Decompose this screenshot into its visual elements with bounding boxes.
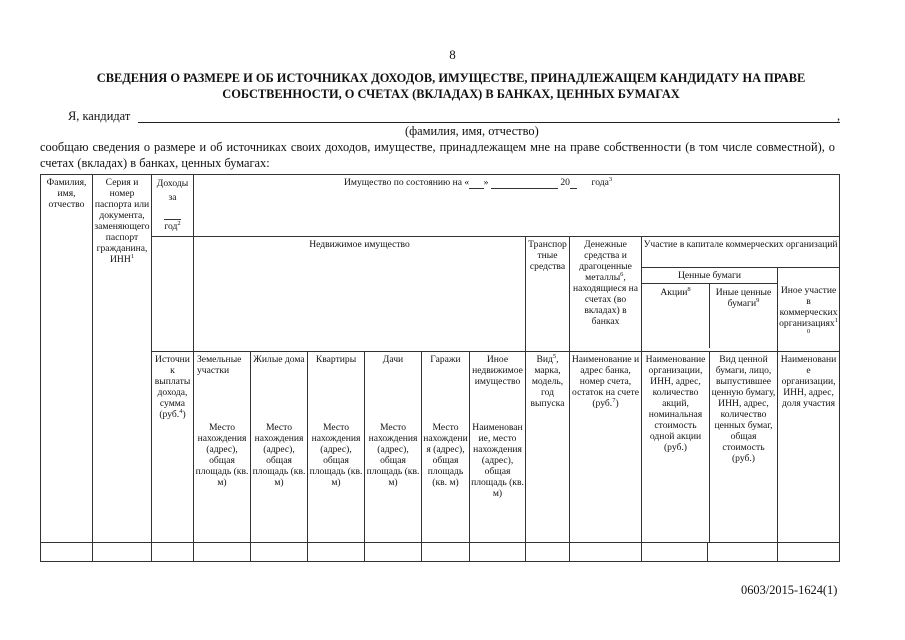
empty-cell[interactable]	[422, 543, 470, 562]
empty-cell[interactable]	[93, 543, 152, 562]
empty-cell[interactable]	[708, 543, 778, 562]
transport-header: Транспортные средства	[526, 237, 570, 352]
property-table	[40, 174, 840, 562]
land-header: Земельные участки Место нахождения (адрес), общая площадь (кв. м)	[194, 352, 251, 543]
page-number: 8	[449, 47, 456, 62]
empty-cell[interactable]	[251, 543, 308, 562]
vehicle-desc-header: Вид$^5$, марка, модель, год выпуска	[526, 352, 570, 543]
statement-text: сообщаю сведения о размере и об источниках своих доходов, имуществе, принадлежащем мне на праве собственности (в том числе совместной), о счетах (вкладах) в банках, ценных бумагах:	[40, 140, 835, 170]
col-income-header: Доходы за год$^2$	[152, 175, 194, 237]
empty-cell[interactable]	[570, 543, 642, 562]
other-participation-header: Иное участие в коммерческих организациях$^{10}$	[778, 268, 840, 352]
dachas-header: Дачи Место нахождения (адрес), общая площадь (кв. м)	[365, 352, 422, 543]
fio-caption: (фамилия, имя, отчество)	[405, 124, 539, 138]
empty-cell[interactable]	[194, 543, 251, 562]
empty-cell[interactable]	[41, 543, 93, 562]
other-realty-header: Иное недвижимое имущество Наименование, место нахождения (адрес), общая площадь (кв. м)	[470, 352, 526, 543]
document-title	[40, 70, 862, 102]
empty-cell[interactable]	[642, 543, 708, 562]
empty-cell[interactable]	[152, 543, 194, 562]
bank-desc-header: Наименование и адрес банка, номер счета, остаток на счете (руб.$^7$)	[570, 352, 642, 543]
candidate-name-line[interactable]	[138, 122, 840, 123]
other-part-desc-header: Наименование организации, ИНН, адрес, доля участия	[778, 352, 840, 543]
form-code: 0603/2015-1624(1)	[741, 583, 838, 597]
empty-cell[interactable]	[526, 543, 570, 562]
table-row	[41, 543, 840, 562]
garages-header: Гаражи Место нахождения (адрес), общая площадь (кв. м)	[422, 352, 470, 543]
empty-cell[interactable]	[778, 543, 840, 562]
col-fio-header: Фамилия, имя, отчество	[41, 175, 93, 543]
empty-cell[interactable]	[308, 543, 365, 562]
empty-cell[interactable]	[470, 543, 526, 562]
title-line-2: СОБСТВЕННОСТИ, О СЧЕТАХ (ВКЛАДАХ) В БАНКАХ, ЦЕННЫХ БУМАГАХ	[222, 87, 680, 101]
property-header: Имущество по состоянию на « » 20 года$^3$	[194, 175, 840, 237]
other-securities-header: Иные ценные бумаги$^9$	[715, 287, 772, 309]
shares-header: Акции$^8$	[642, 284, 710, 348]
securities-header: Ценные бумаги Акции$^8$ Иные ценные бумаги$^9$	[642, 268, 778, 352]
candidate-label: Я, кандидат	[68, 109, 131, 123]
apartments-header: Квартиры Место нахождения (адрес), общая площадь (кв. м)	[308, 352, 365, 543]
candidate-comma: ,	[837, 109, 841, 123]
money-header: Денежные средства и драгоценные металлы$^6$, находящиеся на счетах (во вкладах) в банках	[570, 237, 642, 352]
title-line-1: СВЕДЕНИЯ О РАЗМЕРЕ И ОБ ИСТОЧНИКАХ ДОХОДОВ, ИМУЩЕСТВЕ, ПРИНАДЛЕЖАЩЕМ КАНДИДАТУ НА ПРАВЕ	[96, 71, 806, 85]
participation-header: Участие в капитале коммерческих организаций	[642, 237, 840, 268]
col-income-empty	[152, 237, 194, 352]
empty-cell[interactable]	[365, 543, 422, 562]
real-estate-header: Недвижимое имущество	[194, 237, 526, 352]
col-passport-header: Серия и номер паспорта или документа, заменяющего паспорт гражданина, ИНН$^1$	[93, 175, 152, 543]
shares-desc-header: Наименование организации, ИНН, адрес, количество акций, номинальная стоимость одной акции (руб.) Вид ценной бумаги, лицо, выпустившее ценную бумагу, ИНН, адрес, количество ценных бумаг, общая стоимость (руб.)	[642, 352, 778, 543]
houses-header: Жилые дома Место нахождения (адрес), общая площадь (кв. м)	[251, 352, 308, 543]
income-source-header: Источник выплаты дохода, сумма (руб.$^4$)	[152, 352, 194, 543]
